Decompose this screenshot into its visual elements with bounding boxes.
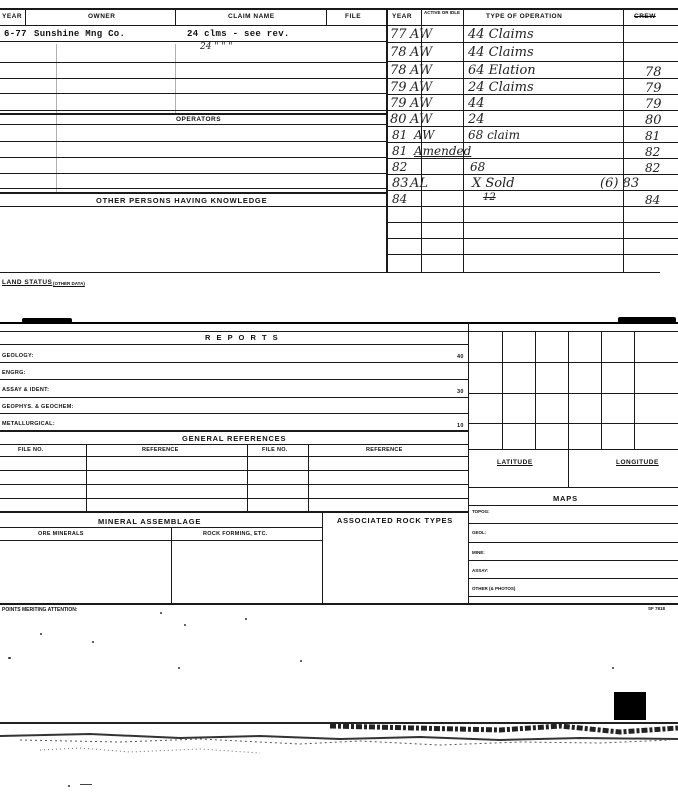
row-year: 80 bbox=[390, 112, 407, 127]
activity-header-active-idle: ACTIVE OR IDLE bbox=[423, 10, 460, 15]
row-rule bbox=[469, 505, 678, 506]
row-rule bbox=[0, 78, 386, 79]
col-divider bbox=[322, 511, 323, 604]
row-type: 12 bbox=[483, 192, 496, 203]
header-owner: OWNER bbox=[88, 13, 116, 20]
row-rule bbox=[387, 238, 678, 239]
row-rule bbox=[387, 174, 678, 175]
row-rule bbox=[0, 93, 386, 94]
row-rule bbox=[469, 542, 678, 543]
associated-rock-types-header: ASSOCIATED ROCK TYPES bbox=[336, 516, 454, 525]
col-divider bbox=[463, 8, 464, 272]
speck bbox=[92, 641, 94, 643]
row-rule bbox=[469, 560, 678, 561]
claim-owner: Sunshine Mng Co. bbox=[34, 29, 126, 39]
grid-line bbox=[601, 331, 602, 449]
row-rule bbox=[0, 141, 386, 142]
rock-forming-header: ROCK FORMING, ETC. bbox=[203, 531, 268, 537]
row-rule bbox=[0, 540, 322, 541]
row-year: 79 bbox=[390, 80, 407, 95]
reference-header: REFERENCE bbox=[142, 447, 179, 453]
row-rule bbox=[469, 523, 678, 524]
row-rule bbox=[0, 498, 468, 499]
row-rule bbox=[0, 362, 468, 363]
col-divider bbox=[326, 8, 327, 26]
mineral-title: MINERAL ASSEMBLAGE bbox=[98, 517, 202, 526]
row-status: AW bbox=[410, 63, 433, 78]
speck bbox=[178, 667, 180, 669]
section-rule bbox=[0, 603, 678, 605]
speck bbox=[68, 785, 70, 787]
row-year: 78 bbox=[390, 45, 407, 60]
row-status: Amended bbox=[414, 144, 472, 158]
row-type: 44 Claims bbox=[468, 27, 534, 42]
metallurgical-label: METALLURGICAL: bbox=[2, 421, 55, 427]
row-status: AW bbox=[410, 80, 433, 95]
section-rule bbox=[0, 192, 386, 194]
map-mine: MINE: bbox=[472, 550, 485, 555]
row-crew: (6) 83 bbox=[600, 176, 640, 191]
row-year: 81 bbox=[392, 128, 408, 142]
row-type: 44 Claims bbox=[468, 45, 534, 60]
row-rule bbox=[0, 527, 322, 528]
section-top-border bbox=[0, 322, 678, 324]
row-rule bbox=[469, 578, 678, 579]
row-type: X Sold bbox=[472, 176, 515, 191]
bottom-rule bbox=[0, 272, 660, 273]
row-year: 78 bbox=[390, 63, 407, 78]
header-rule bbox=[0, 25, 678, 26]
row-type: 64 Elation bbox=[468, 63, 536, 78]
row-rule bbox=[0, 62, 386, 63]
row-crew: 79 bbox=[645, 97, 662, 112]
row-status: AW bbox=[410, 27, 433, 42]
header-file: FILE bbox=[345, 13, 362, 20]
col-divider bbox=[86, 444, 87, 512]
row-type: 68 claim bbox=[468, 128, 521, 142]
col-divider bbox=[175, 8, 176, 26]
row-year: 77 bbox=[390, 27, 407, 42]
file-no-header: FILE NO. bbox=[262, 447, 288, 453]
section-rule bbox=[0, 511, 468, 513]
row-rule bbox=[0, 41, 386, 42]
geology-num: 40 bbox=[457, 354, 464, 360]
speck bbox=[40, 633, 42, 635]
claim-year: 6-77 bbox=[4, 29, 27, 39]
latitude-label: LATITUDE bbox=[497, 459, 533, 466]
col-divider bbox=[25, 8, 26, 26]
row-status: AW bbox=[414, 128, 435, 142]
grid-line bbox=[469, 423, 678, 424]
row-rule bbox=[0, 110, 386, 111]
grid-line bbox=[568, 449, 569, 487]
grid-line bbox=[469, 449, 678, 450]
row-year: 83 bbox=[392, 176, 409, 191]
land-status-label: LAND STATUS bbox=[2, 279, 53, 286]
top-border bbox=[0, 8, 678, 10]
row-status: AW bbox=[410, 45, 433, 60]
row-rule bbox=[0, 413, 468, 414]
grid-line bbox=[535, 331, 536, 449]
general-refs-title: GENERAL REFERENCES bbox=[182, 434, 287, 443]
row-rule bbox=[0, 484, 468, 485]
row-rule bbox=[0, 470, 468, 471]
speck bbox=[184, 624, 186, 626]
row-year: 82 bbox=[392, 160, 408, 174]
scan-noise-band bbox=[0, 712, 678, 772]
grid-line bbox=[634, 331, 635, 449]
scan-mark bbox=[80, 784, 92, 785]
activity-header-type: TYPE OF OPERATION bbox=[486, 13, 563, 20]
speck bbox=[300, 660, 302, 662]
row-crew: 81 bbox=[645, 129, 661, 143]
map-geol: GEOL: bbox=[472, 530, 487, 535]
grid-line bbox=[568, 331, 569, 449]
row-rule bbox=[469, 596, 678, 597]
row-rule bbox=[387, 158, 678, 159]
section-rule bbox=[0, 430, 468, 432]
operators-label: OPERATORS bbox=[176, 116, 222, 123]
claim-name: 24 clms - see rev. bbox=[187, 29, 290, 39]
reports-title: R E P O R T S bbox=[205, 333, 280, 342]
scan-mark bbox=[618, 317, 676, 323]
row-crew: 82 bbox=[645, 161, 661, 175]
row-year: 79 bbox=[390, 96, 407, 111]
row-rule bbox=[0, 188, 386, 189]
row-crew: 84 bbox=[645, 193, 661, 207]
reference-header: REFERENCE bbox=[366, 447, 403, 453]
metallurgical-num: 10 bbox=[457, 423, 464, 429]
header-year: YEAR bbox=[2, 13, 23, 20]
row-rule bbox=[387, 222, 678, 223]
row-rule bbox=[387, 61, 678, 62]
col-divider bbox=[308, 444, 309, 512]
row-crew: 79 bbox=[645, 81, 662, 96]
row-year: 84 bbox=[392, 192, 408, 206]
assay-label: ASSAY & IDENT: bbox=[2, 387, 50, 393]
row-crew: 82 bbox=[645, 145, 661, 159]
speck bbox=[245, 618, 247, 620]
map-topog: TOPOG: bbox=[472, 509, 490, 514]
row-year: 81 bbox=[392, 144, 408, 158]
map-other: OTHER (& PHOTOS) bbox=[472, 586, 516, 591]
section-rule bbox=[0, 113, 386, 115]
activity-header-crew: CREW bbox=[634, 13, 656, 20]
row-rule bbox=[0, 157, 386, 158]
row-rule bbox=[0, 206, 386, 207]
row-rule bbox=[0, 124, 386, 125]
speck bbox=[8, 657, 11, 659]
header-claim-name: CLAIM NAME bbox=[228, 13, 275, 20]
row-type: 68 bbox=[470, 160, 486, 174]
col-divider bbox=[623, 8, 624, 272]
col-divider bbox=[468, 322, 469, 604]
row-rule bbox=[0, 379, 468, 380]
form-number: SF 7818 bbox=[648, 606, 666, 611]
scan-mark bbox=[22, 318, 72, 323]
maps-title: MAPS bbox=[553, 494, 578, 503]
row-status: AW bbox=[410, 96, 433, 111]
grid-line bbox=[469, 393, 678, 394]
row-rule bbox=[0, 444, 468, 445]
other-persons-label: OTHER PERSONS HAVING KNOWLEDGE bbox=[96, 196, 268, 205]
row-rule bbox=[387, 142, 678, 143]
longitude-label: LONGITUDE bbox=[616, 459, 659, 466]
row-rule bbox=[0, 331, 678, 332]
col-divider bbox=[247, 444, 248, 512]
geology-label: GEOLOGY: bbox=[2, 353, 34, 359]
row-type: 24 bbox=[468, 112, 485, 127]
activity-header-year: YEAR bbox=[392, 13, 413, 20]
row-type: 24 Claims bbox=[468, 80, 534, 95]
row-rule bbox=[387, 206, 678, 207]
land-status-sub: (OTHER DATA) bbox=[53, 281, 85, 286]
center-divider bbox=[386, 8, 388, 272]
geophys-label: GEOPHYS. & GEOCHEM: bbox=[2, 404, 74, 410]
row-status: AW bbox=[410, 112, 433, 127]
grid-line bbox=[502, 331, 503, 449]
map-assay: ASSAY: bbox=[472, 568, 489, 573]
row-crew: 80 bbox=[645, 113, 662, 128]
claim-name-ditto: 24 " " " bbox=[200, 42, 233, 52]
row-rule bbox=[0, 397, 468, 398]
assay-num: 30 bbox=[457, 389, 464, 395]
faint-divider bbox=[56, 44, 57, 194]
file-no-header: FILE NO. bbox=[18, 447, 44, 453]
row-rule bbox=[387, 42, 678, 43]
row-status: AL bbox=[410, 176, 429, 191]
points-meriting-attention: POINTS MERITING ATTENTION: bbox=[2, 607, 78, 613]
row-rule bbox=[387, 78, 678, 79]
ore-minerals-header: ORE MINERALS bbox=[38, 531, 84, 537]
engrg-label: ENGRG: bbox=[2, 370, 26, 376]
row-type: 44 bbox=[468, 96, 485, 111]
row-rule bbox=[0, 344, 468, 345]
speck bbox=[612, 667, 614, 669]
col-divider bbox=[171, 527, 172, 604]
row-rule bbox=[0, 456, 468, 457]
row-rule bbox=[387, 254, 678, 255]
row-crew: 78 bbox=[645, 65, 662, 80]
grid-line bbox=[469, 487, 678, 488]
faint-divider bbox=[175, 44, 176, 114]
speck bbox=[160, 612, 162, 614]
row-rule bbox=[0, 173, 386, 174]
grid-line bbox=[469, 362, 678, 363]
